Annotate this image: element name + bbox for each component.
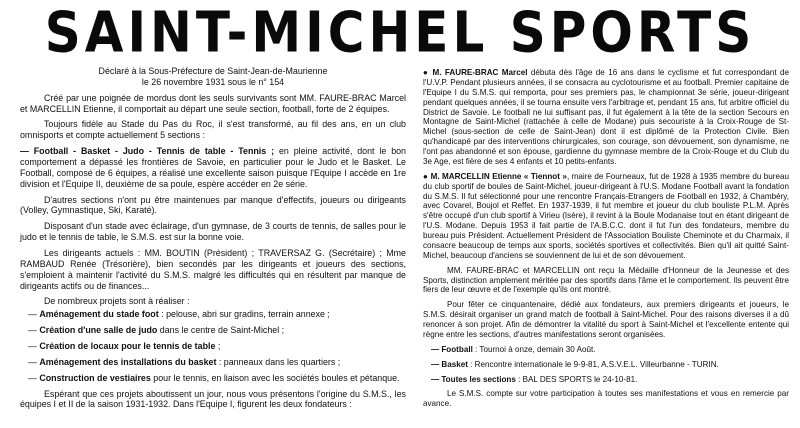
list-item: — Football : Tournoi à onze, demain 30 Août. bbox=[431, 344, 596, 354]
list-item: — Création d'une salle de judo dans le centre de Saint-Michel ; bbox=[28, 325, 285, 336]
page-title: SAINT-MICHEL SPORTS bbox=[44, 0, 756, 65]
declaration-line-1: Déclaré à la Sous-Préfecture de Saint-Jean-de-Maurienne bbox=[98, 66, 328, 76]
paragraph-closing: Espérant que ces projets aboutissent un jour, nous vous présentons l'origine du S.M.S., les équipes I et II de la saison 1931-1932. Dans l'Equipe I, figurent les deux fondateurs : bbox=[20, 388, 406, 410]
list-item: — Basket : Rencontre internationale le 9-9-81, A.S.V.E.L. Villeurbanne - TURIN. bbox=[431, 359, 719, 369]
list-item: — Création de locaux pour le tennis de table ; bbox=[28, 341, 221, 352]
list-item: — Construction de vestiaires pour le tennis, en liaison avec les sociétés boules et pétanque. bbox=[28, 372, 400, 383]
paragraph-facilities: Disposant d'un stade avec éclairage, d'un gymnase, de 3 courts de tennis, de salles pour le judo et le tennis de table, le S.M.S. est sur la bonne voie. bbox=[20, 221, 406, 243]
list-item: — Aménagement des installations du basket : panneaux dans les quartiers ; bbox=[28, 356, 341, 367]
paragraph-sections-intro: Toujours fidèle au Stade du Pas du Roc, il s'est transformé, au fil des ans, en un club omnisports et compte actuellement 5 sections : bbox=[20, 119, 406, 141]
paragraph-projects-intro: De nombreux projets sont à réaliser : bbox=[44, 296, 190, 307]
sections-list: — Football - Basket - Judo - Tennis de table - Tennis ; bbox=[20, 146, 275, 157]
paragraph-thanks: Le S.M.S. compte sur votre participation à toutes ses manifestations et vous en remercie par avance. bbox=[423, 389, 789, 409]
paragraph-other-sections: D'autres sections n'ont pu être maintenues par manque d'effectifs, joueurs ou dirigeants (Volley, Gymnastique, Ski, Karaté). bbox=[20, 194, 406, 216]
projects-list bbox=[20, 309, 406, 383]
paragraph-leaders: Les dirigeants actuels : MM. BOUTIN (Président) ; TRAVERSAZ G. (Secrétaire) ; Mme RAMBAUD Renée (Trésorière), bien secondés par les dirigeants et joueurs des sections, s'emploient à maintenir l'activité du S.M.S. malgré les difficultés qui en résultent par manque de dirigeants actifs ou de finances... bbox=[20, 248, 406, 291]
paragraph-faure-brac: ● M. FAURE-BRAC Marcel débuta dès l'âge de 16 ans dans le cyclisme et fut correspondant de l'U.V.P. Pendant plusieurs années, il se consacra au cyclotourisme et au football. Premier capitaine de l'Equipe I du S.M.S. qui remporta, pour ses premiers pas, le championnat 3e série, joueur-dirigeant pendant quelques années, il se tourna ensuite vers l'arbitrage et, pendant 15 ans, fut arbitre officiel du District de Savoie. Le football ne lui suffisant pas, il fut également à la tête de la section Secours en Montagne de Saint-Michel (rattachée à celle de Modane) puis secouriste à la Croix-Rouge de St-Michel (sous-section de celle de Saint-Jean) dont il est diplômé de la Protection Civile. Bien qu'handicapé par des interventions chirurgicales, son courage, son dévouement, son dynamisme, ne l'ont pas abandonné et son épouse, gardienne du gymnase membre de la Croix-Rouge et du Club du 3e Age, est fière de ses 4 enfants et 10 petits-enfants. bbox=[423, 68, 789, 166]
paragraph-anniversary: Pour fêter ce cinquantenaire, dédié aux fondateurs, aux premiers dirigeants et joueurs, le S.M.S. désirait organiser un grand match de football à Saint-Michel. Pour des raisons diverses il a dû renoncer à son projet. Afin de démontrer la vitalité du sport à Saint-Michel et l'excellente entente qui règne entre les sections, d'autres manifestations seront organisées. bbox=[423, 300, 789, 339]
list-item: — Toutes les sections : BAL DES SPORTS le 24-10-81. bbox=[431, 374, 638, 384]
events-list bbox=[423, 345, 789, 385]
left-column bbox=[20, 66, 406, 415]
right-column bbox=[423, 68, 789, 414]
declaration-line-2: le 26 novembre 1931 sous le n° 154 bbox=[141, 76, 285, 87]
paragraph-medals: MM. FAURE-BRAC et MARCELLIN ont reçu la Médaille d'Honneur de la Jeunesse et des Sports, distinction amplement méritée par des sportifs dans l'âme et le comportement. Ils peuvent être fiers de leur œuvre et de l'exemple qu'ils ont montré. bbox=[423, 265, 789, 295]
paragraph-sections bbox=[20, 146, 406, 189]
paragraph-marcellin: ● M. MARCELLIN Etienne « Tiennot », maire de Fourneaux, fut de 1928 à 1935 membre du bureau du club sportif de boules de Saint-Michel, joueur-dirigeant à l'U.S. Modane Football avant la fondation du S.M.S. Il fut sélectionné pour une rencontre Français-Etrangers de Football en 1932, à Chambéry, avec Covarel, Boujol et Reffet. En 1937-1939, il fut membre et joueur du club bouliste P.L.M. Après s'être occupé d'un club sportif à Virieu (Isère), il revint à la Boule Modanaise tout en étant dirigeant de l'U.S. Modane. Depuis 1953 il fait partie de l'A.B.C.C. dont il fut l'un des fondateurs, membre du bureau puis Président. Actuellement Président de l'Association Bouliste Cheminote et du Charmaix, il consacre beaucoup de temps aux sports, sociétés sportives et collectivités. Bien qu'il ait quitté Saint-Michel, beaucoup d'anciens se souviennent de lui et de son dévouement. bbox=[423, 171, 790, 260]
paragraph-founding: Créé par une poignée de mordus dont les seuls survivants sont MM. FAURE-BRAC Marcel et MARCELLIN Etienne, il comportait au départ une seule section, football, forte de 2 équipes. bbox=[20, 92, 406, 114]
sections-description: en pleine activité, dont le bon comportement a dépassé les frontières de Savoie, en particulier pour le Judo et le Basket. Le Football, composé de 6 équipes, a réalisé une excellente saison puisque l'Equipe I accède en 1re division et l'Equipe II, deuxième de sa poule, espère accéder en 2e série. bbox=[20, 146, 406, 189]
list-item: — Aménagement du stade foot : pelouse, abri sur gradins, terrain annexe ; bbox=[28, 309, 330, 320]
